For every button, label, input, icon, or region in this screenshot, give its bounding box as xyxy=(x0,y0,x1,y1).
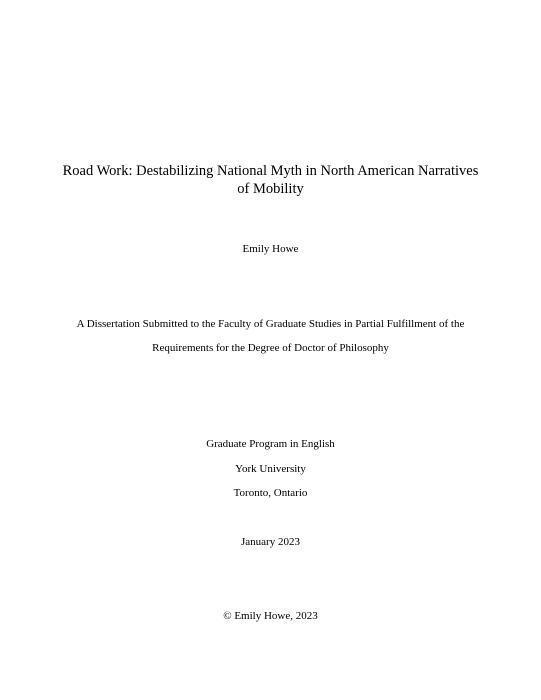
submission-statement-line-2: Requirements for the Degree of Doctor of Philosophy xyxy=(152,342,389,354)
graduate-program: Graduate Program in English xyxy=(206,438,335,450)
submission-date: January 2023 xyxy=(241,536,300,548)
university-name: York University xyxy=(235,463,306,475)
author-name: Emily Howe xyxy=(242,243,299,255)
title-line-1: Road Work: Destabilizing National Myth in North American Narratives xyxy=(62,163,479,179)
copyright-notice: © Emily Howe, 2023 xyxy=(223,610,318,622)
submission-statement-line-1: A Dissertation Submitted to the Faculty of Graduate Studies in Partial Fulfillment of the xyxy=(76,318,465,330)
title-line-2: of Mobility xyxy=(237,181,304,197)
university-location: Toronto, Ontario xyxy=(233,487,308,499)
